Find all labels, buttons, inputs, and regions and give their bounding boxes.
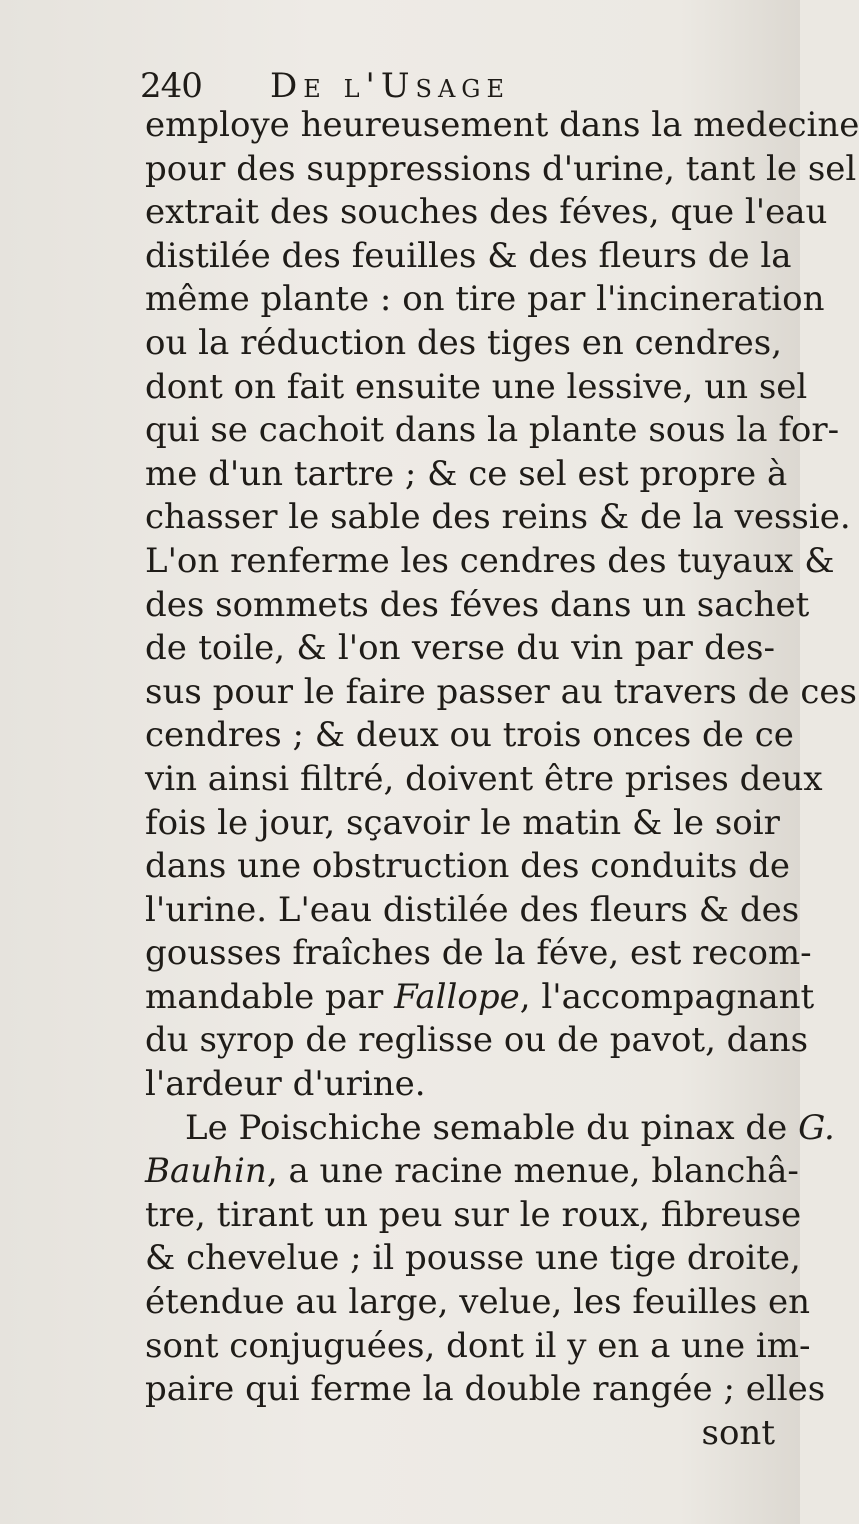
body-text <box>145 104 859 1455</box>
text-line: L'on renferme les cendres des tuyaux & <box>145 540 835 581</box>
text-line: gousses fraîches de la féve, est recom- <box>145 933 812 974</box>
page-header <box>140 62 610 110</box>
text-line: employe heureusement dans la medecine <box>145 105 859 145</box>
text-line: sont conjuguées, dont il y en a une im- <box>145 1325 811 1366</box>
text-line: qui se cachoit dans la plante sous la for- <box>145 410 840 451</box>
page-number: 240 <box>140 66 202 106</box>
text-line: distilée des feuilles & des fleurs de la <box>145 235 792 276</box>
catchword: sont <box>701 1412 775 1453</box>
paragraph-start-line <box>145 1107 835 1151</box>
text-line <box>145 976 815 1020</box>
text-run: Le Poischiche semable du pinax de <box>185 1107 799 1148</box>
text-line: l'urine. L'eau distilée des fleurs & des <box>145 889 800 930</box>
text-line: du syrop de reglisse ou de pavot, dans <box>145 1020 809 1061</box>
text-line: tre, tirant un peu sur le roux, fibreuse <box>145 1194 802 1235</box>
text-line: cendres ; & deux ou trois onces de ce <box>145 715 794 756</box>
text-line: sus pour le faire passer au travers de ces <box>145 671 857 712</box>
text-line: dont on fait ensuite une lessive, un sel <box>145 366 808 407</box>
text-line: dans une obstruction des conduits de <box>145 846 791 887</box>
text-line: pour des suppressions d'urine, tant le sel <box>145 148 857 189</box>
author-name-italic: Fallope <box>394 976 520 1017</box>
text-line: me d'un tartre ; & ce sel est propre à <box>145 453 788 494</box>
text-line: extrait des souches des féves, que l'eau <box>145 192 828 233</box>
text-line: des sommets des féves dans un sachet <box>145 584 810 625</box>
text-run: mandable par <box>145 976 395 1017</box>
author-name-italic: Bauhin <box>145 1151 267 1192</box>
running-head: De l'Usage <box>270 66 510 106</box>
text-line <box>145 1150 799 1194</box>
author-name-italic: G. <box>798 1107 835 1148</box>
text-line: ou la réduction des tiges en cendres, <box>145 322 783 363</box>
text-line: & chevelue ; il pousse une tige droite, <box>145 1238 801 1279</box>
text-line: vin ainsi filtré, doivent être prises deux <box>145 758 823 799</box>
text-run: , l'accompagnant <box>519 976 815 1017</box>
text-line: chasser le sable des reins & de la vessie. <box>145 497 851 538</box>
text-line: étendue au large, velue, les feuilles en <box>145 1282 810 1323</box>
text-line: fois le jour, sçavoir le matin & le soir <box>145 802 780 843</box>
text-line: même plante : on tire par l'incineration <box>145 279 825 320</box>
text-run: , a une racine menue, blanchâ- <box>266 1151 799 1192</box>
text-line: paire qui ferme la double rangée ; elles <box>145 1369 826 1410</box>
paragraph-end-line: l'ardeur d'urine. <box>145 1064 426 1105</box>
text-line: de toile, & l'on verse du vin par des- <box>145 628 775 669</box>
